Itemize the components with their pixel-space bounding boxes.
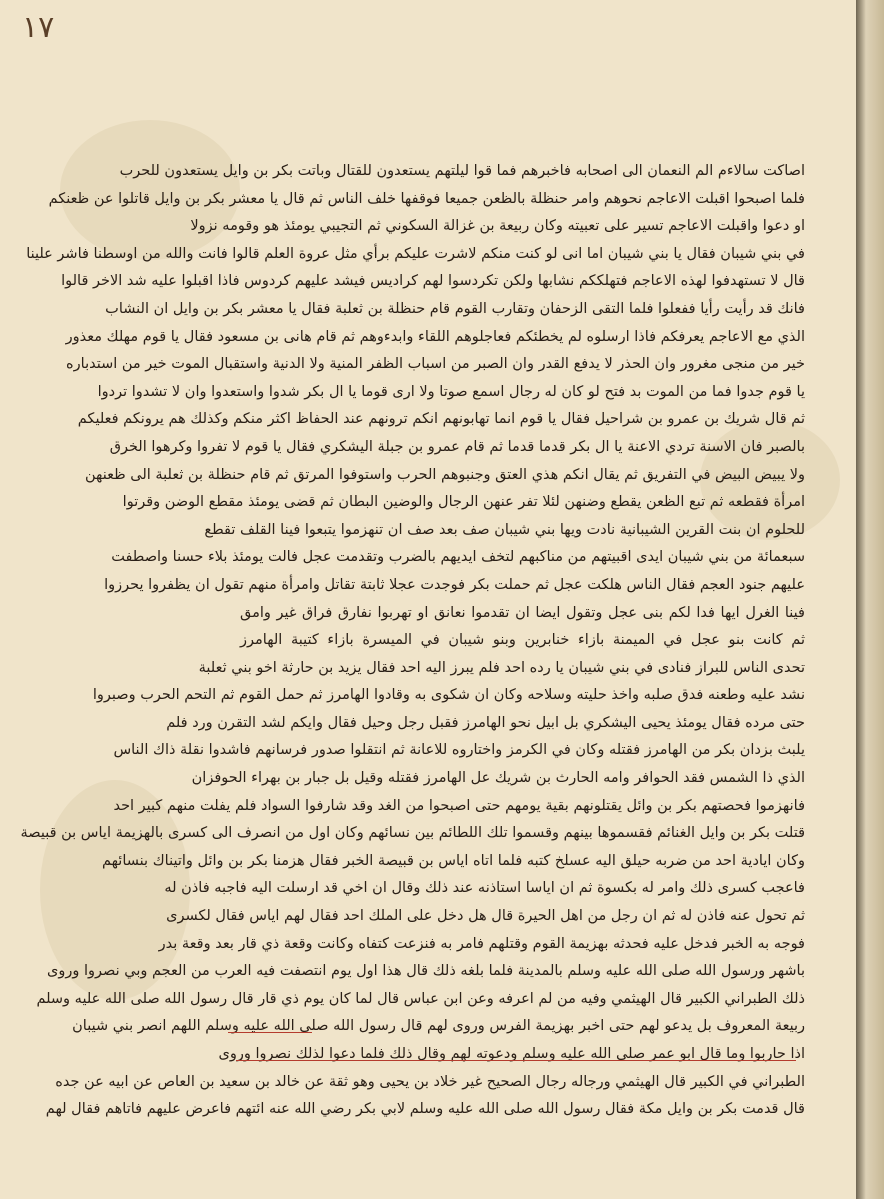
manuscript-line: ولا يبيض البيض في التفريق ثم يقال انكم هذي العتق وجنبوهم الحرب واستوفوا المرتق ثم قام حنظلة بن ثعلبة الى ظعنهن — [85, 466, 805, 483]
page-binding-edge — [856, 0, 884, 1199]
manuscript-line: امرأة فقطعه ثم تبع الظعن يقطع وضنهن لئلا تفر عنهن الرجال والوضين البطان ثم قضى يومئذ مقطع الوضن وقرتوا — [122, 494, 805, 511]
manuscript-line: اصاكت سالاءم الم النعمان الى اصحابه فاخبرهم فما قوا ليلتهم يستعدون للقتال وباتت بكر بن وايل يستعدون للحرب — [119, 163, 805, 179]
manuscript-line: ربيعة المعروف بل يدعو لهم حتى اخبر بهزيمة الفرس وروى لهم قال رسول الله صلى الله عليه وسلم اللهم انصر بني شيبان — [72, 1018, 805, 1035]
manuscript-line: اذا حاربوا وما قال ابو عمر صلى الله عليه وسلم ودعوته لهم وقال ذلك فلما دعوا لذلك نصروا وروى — [218, 1046, 805, 1062]
manuscript-line: خير من منجى مغرور وان الحذر لا يدفع القدر وان الصبر من اسباب الظفر المنية ولا الدنية واستقبال الموت خير من استدباره — [66, 356, 805, 373]
manuscript-line: فاعجب كسرى ذلك وامر له بكسوة ثم ان اياسا استاذنه عند ذلك وقال ان اخي قد ارسلت اليه فاجبه فاذن له — [164, 880, 805, 897]
manuscript-line: فانهزموا فحصتهم بكر بن وائل يقتلونهم بقية يومهم حتى اصبحوا من الغد وقد شارفوا السواد فلم يفلت منهم كبير احد — [113, 797, 805, 814]
manuscript-text-block — [20, 158, 805, 1188]
manuscript-line: بالصبر فان الاسنة تردي الاعنة يا ال بكر قدما قدما ثم قام عمرو بن جبلة اليشكري فقال يا قوم لا تفروا وكرهوا الخرق — [109, 438, 805, 455]
folio-number: ١٧ — [22, 10, 55, 45]
manuscript-line: ثم تحول عنه فاذن له ثم ان رجل من اهل الحيرة قال هل دخل على الملك احد فقال لهم اياس فقال لكسرى — [166, 908, 805, 925]
manuscript-line: قال قدمت بكر بن وايل مكة فقال رسول الله صلى الله عليه وسلم لابي بكر رضي الله عنه ائتهم فاعرض عليهم فاتاهم فقال لهم — [45, 1101, 805, 1118]
manuscript-line: فينا الغرل ايها فدا لكم بنى عجل وتقول ايضا ان تقدموا نعانق او تهربوا نفارق فراق غير وامق — [240, 604, 805, 621]
manuscript-line: ذلك الطبراني الكبير قال الهيثمي وفيه من لم اعرفه وعن ابن عباس قال لما كان يوم ذي قار قال رسول الله صلى الله عليه وسلم — [36, 990, 805, 1007]
manuscript-line: للحلوم ان بنت القرين الشيبانية نادت ويها بني شيبان صف بعد صف ان تنهزموا يتبعوا فينا القلف تقطع — [204, 521, 805, 538]
manuscript-line: سبعمائة من بني شيبان ايدى اقبيتهم من مناكبهم لتخف ايديهم بالضرب وتقدمت عجل فالت يومئذ بلاء حسنا واصطفت — [111, 549, 805, 566]
manuscript-line: او دعوا واقبلت الاعاجم تسير على تعبيته وكان ربيعة بن غزالة السكوني ثم التجيبي يومئذ هو وقومه نزولا — [190, 218, 805, 235]
manuscript-line: فانك قد رأيت رأيا ففعلوا فلما التقى الزحفان وتقارب القوم قام حنظلة بن ثعلبة فقال يا معشر بكر بن وايل ان النشاب — [105, 300, 805, 317]
manuscript-line: ثم كانت بنو عجل في الميمنة بازاء خنابرين وبنو شيبان في الميسرة بازاء كتيبة الهامرز — [240, 632, 805, 649]
manuscript-line: الطبراني في الكبير قال الهيثمي ورجاله رجال الصحيح غير خلاد بن يحيى وهو ثقة عن خالد بن سعيد بن العاص عن ابيه عن جده — [55, 1073, 805, 1090]
manuscript-line: تحدى الناس للبراز فنادى في بني شيبان يا رده احد فلم يبرز اليه احد فقال يزيد بن حارثة اخو بني ثعلبة — [198, 659, 805, 676]
manuscript-line: الذي مع الاعاجم يعرفكم فاذا ارسلوه لم يخطئكم فعاجلوهم اللقاء وابدءوهم ثم قام هانى بن مسعود فقال يا قوم مهلك معذور — [65, 328, 805, 345]
manuscript-line: فوجه به الخبر فدخل عليه فحدثه بهزيمة القوم وقتلهم فامر به فنزعت كتفاه وكانت وقعة ذي قار بعد وقعة بدر — [158, 935, 805, 952]
manuscript-line: في بني شيبان فقال يا بني شيبان اما انى لو كنت منكم لاشرت عليكم برأي مثل عروة العلم قالوا فانت والله من اوسطنا فاشر علينا — [26, 245, 805, 262]
manuscript-line: عليهم جنود العجم فقال الناس هلكت عجل ثم حملت بكر فوجدت عجلا ثابتة تقاتل وامرأة منهم تقول ان يظفروا يحرزوا — [104, 576, 805, 593]
manuscript-line: باشهر ورسول الله صلى الله عليه وسلم بالمدينة فلما بلغه ذلك قال هذا اول يوم انتصفت فيه العرب من العجم وبي نصروا وروى — [47, 963, 805, 980]
manuscript-line: الذي ذا الشمس فقد الحوافر وامه الحارث بن شريك عل الهامرز فقتله وقيل بل جبار بن بهراء الحوفزان — [191, 770, 805, 787]
manuscript-line: يا قوم جدوا فما من الموت بد فتح لو كان له رجال اسمع صوتا ولا ارى قوما يا ال بكر شدوا واستعدوا وان لا تشدوا تردوا — [97, 383, 805, 400]
manuscript-line: يلبث بزدان بكر من الهامرز فقتله وكان في الكرمز واختاروه للاعانة ثم انتقلوا صدور فرسانهم فاشدوا نقلة ذاك الناس — [113, 742, 805, 759]
red-underline — [236, 1060, 796, 1061]
manuscript-line: قال لا تستهدفوا لهذه الاعاجم فتهلككم نشابها ولكن تكردسوا لهم كراديس فيشد عليهم كردوس فاذا اقبلوا عليه شد الاخر قالوا — [61, 273, 805, 290]
manuscript-line: وكان ايادية احد من ضربه حيلق اليه عسلخ كتبه فلما اتاه اياس بن قبيصة الخبر فقال هزمنا بكر بن وائل واتيناك بنسائهم — [101, 852, 805, 869]
manuscript-line: حتى مرده فقال يومئذ يحيى اليشكري بل ابيل نحو الهامرز فقبل رجل وحيل فقال وايكم لشد التقرن ورد فلم — [166, 714, 805, 731]
manuscript-line: قتلت بكر بن وايل الغنائم فقسموها بينهم وقسموا تلك اللطائم بين نسائهم وكان اول من انصرف الى كسرى بالهزيمة اياس بن قبيصة — [20, 825, 805, 842]
manuscript-line: فلما اصبحوا اقبلت الاعاجم نحوهم وامر حنظلة بالظعن جميعا فوقفها خلف الناس ثم قال يا معشر بكر بن وايل قاتلوا عن ظعنكم — [48, 190, 805, 207]
manuscript-line: نشد عليه وطعنه فدق صلبه واخذ حليته وسلاحه وكان ان شكوى به وقادوا الهامرز ثم حمل القوم ثم التحم الحرب وصبروا — [92, 687, 805, 704]
manuscript-line: ثم قال شريك بن عمرو بن شراحيل فقال يا قوم انما تهابونهم انكم ترونهم عند الحفاظ اكثر منكم وكذلك هم يرونكم فعليكم — [77, 411, 805, 428]
red-underline — [228, 1032, 312, 1033]
